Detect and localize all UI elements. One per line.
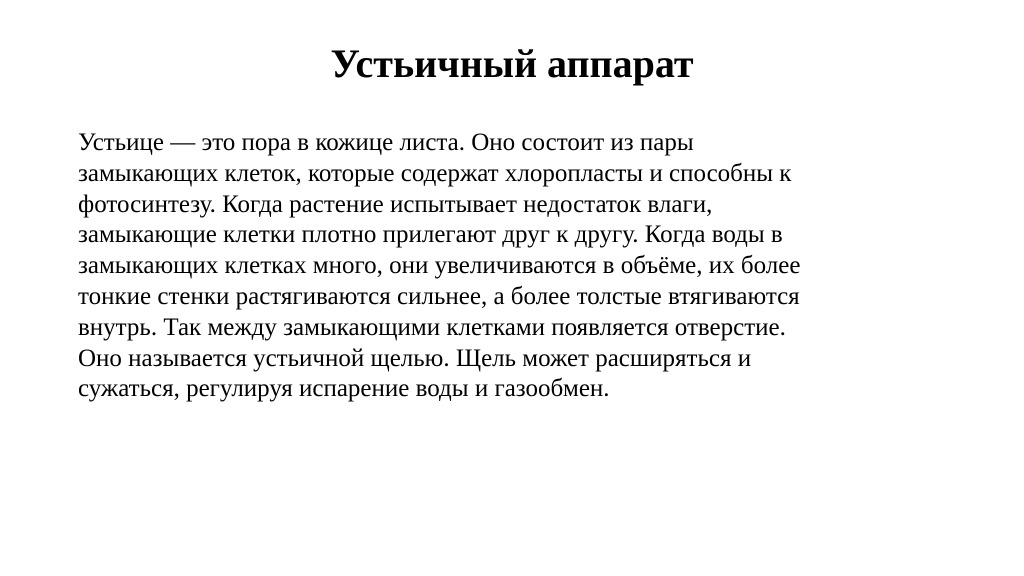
body-line: тонкие стенки растягиваются сильнее, а более толстые втягиваются xyxy=(78,282,800,310)
body-line: Устьице — это пора в кожице листа. Оно состоит из пары xyxy=(78,129,694,156)
slide-title: Устьичный аппарат xyxy=(330,41,694,86)
body-line: Оно называется устьичной щелью. Щель может расширяться и xyxy=(78,344,752,372)
slide-body-text xyxy=(78,128,958,405)
body-line: замыкающие клетки плотно прилегают друг к другу. Когда воды в xyxy=(78,221,783,249)
body-line: сужаться, регулируя испарение воды и газообмен. xyxy=(78,375,610,403)
body-line: внутрь. Так между замыкающими клетками появляется отверстие. xyxy=(78,313,786,341)
body-line: фотосинтезу. Когда растение испытывает недостаток влаги, xyxy=(78,190,713,218)
body-line: замыкающих клетках много, они увеличиваются в объёме, их более xyxy=(78,252,801,280)
body-line: замыкающих клеток, которые содержат хлоропласты и способны к xyxy=(78,159,792,187)
